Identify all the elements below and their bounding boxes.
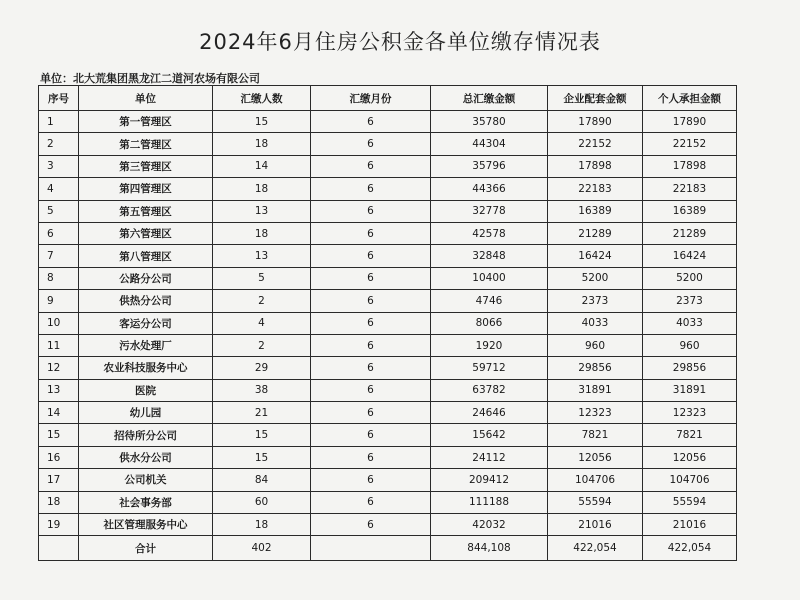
table-row <box>39 491 737 513</box>
row-company: 2373 <box>548 290 643 312</box>
row-count: 13 <box>213 245 311 267</box>
table-row <box>39 402 737 424</box>
total-label: 合计 <box>79 536 213 561</box>
row-count: 18 <box>213 178 311 200</box>
table-row <box>39 514 737 536</box>
row-index: 4 <box>39 178 79 200</box>
row-count: 84 <box>213 469 311 491</box>
row-total: 15642 <box>431 424 548 446</box>
row-index: 1 <box>39 111 79 133</box>
table-row <box>39 267 737 289</box>
row-company: 16424 <box>548 245 643 267</box>
row-personal: 31891 <box>643 379 737 401</box>
row-unit-name: 医院 <box>79 379 213 401</box>
table-row <box>39 379 737 401</box>
row-personal: 2373 <box>643 290 737 312</box>
row-personal: 21289 <box>643 222 737 244</box>
row-count: 13 <box>213 200 311 222</box>
row-personal: 960 <box>643 334 737 356</box>
total-amount: 844,108 <box>431 536 548 561</box>
table-row <box>39 334 737 356</box>
total-count: 402 <box>213 536 311 561</box>
page-title: 2024年6月住房公积金各单位缴存情况表 <box>199 30 601 54</box>
row-total: 209412 <box>431 469 548 491</box>
row-company: 21289 <box>548 222 643 244</box>
row-index: 6 <box>39 222 79 244</box>
row-company: 104706 <box>548 469 643 491</box>
row-total: 42032 <box>431 514 548 536</box>
total-personal: 422,054 <box>643 536 737 561</box>
row-unit-name: 第四管理区 <box>79 178 213 200</box>
row-count: 60 <box>213 491 311 513</box>
row-total: 111188 <box>431 491 548 513</box>
row-month: 6 <box>311 312 431 334</box>
row-index: 9 <box>39 290 79 312</box>
row-company: 7821 <box>548 424 643 446</box>
table-header-row <box>39 86 737 111</box>
column-header-company: 企业配套金额 <box>548 86 643 111</box>
row-index: 2 <box>39 133 79 155</box>
row-unit-name: 供水分公司 <box>79 446 213 468</box>
row-unit-name: 社区管理服务中心 <box>79 514 213 536</box>
table-row <box>39 312 737 334</box>
row-count: 18 <box>213 514 311 536</box>
row-count: 15 <box>213 111 311 133</box>
row-count: 5 <box>213 267 311 289</box>
row-index: 3 <box>39 155 79 177</box>
row-company: 22183 <box>548 178 643 200</box>
row-unit-name: 公路分公司 <box>79 267 213 289</box>
row-total: 24112 <box>431 446 548 468</box>
row-total: 42578 <box>431 222 548 244</box>
row-count: 2 <box>213 290 311 312</box>
row-total: 44304 <box>431 133 548 155</box>
row-personal: 12323 <box>643 402 737 424</box>
row-personal: 29856 <box>643 357 737 379</box>
row-month: 6 <box>311 290 431 312</box>
row-count: 15 <box>213 424 311 446</box>
row-index: 19 <box>39 514 79 536</box>
row-unit-name: 第五管理区 <box>79 200 213 222</box>
row-personal: 12056 <box>643 446 737 468</box>
row-month: 6 <box>311 155 431 177</box>
row-personal: 55594 <box>643 491 737 513</box>
row-month: 6 <box>311 357 431 379</box>
row-month: 6 <box>311 111 431 133</box>
row-index: 8 <box>39 267 79 289</box>
row-total: 4746 <box>431 290 548 312</box>
row-month: 6 <box>311 133 431 155</box>
column-header-index: 序号 <box>39 86 79 111</box>
row-index: 14 <box>39 402 79 424</box>
column-header-personal: 个人承担金额 <box>643 86 737 111</box>
row-index: 17 <box>39 469 79 491</box>
row-month: 6 <box>311 200 431 222</box>
row-company: 22152 <box>548 133 643 155</box>
row-unit-name: 客运分公司 <box>79 312 213 334</box>
table-body <box>39 111 737 536</box>
row-personal: 16389 <box>643 200 737 222</box>
row-index: 11 <box>39 334 79 356</box>
row-company: 960 <box>548 334 643 356</box>
row-total: 32778 <box>431 200 548 222</box>
row-company: 31891 <box>548 379 643 401</box>
row-month: 6 <box>311 379 431 401</box>
row-company: 12323 <box>548 402 643 424</box>
table-row <box>39 357 737 379</box>
row-total: 63782 <box>431 379 548 401</box>
row-total: 35796 <box>431 155 548 177</box>
row-total: 1920 <box>431 334 548 356</box>
table-row <box>39 245 737 267</box>
row-month: 6 <box>311 222 431 244</box>
contribution-table <box>38 85 737 561</box>
row-personal: 22183 <box>643 178 737 200</box>
table-row <box>39 111 737 133</box>
row-unit-name: 农业科技服务中心 <box>79 357 213 379</box>
row-total: 35780 <box>431 111 548 133</box>
unit-line: 单位：北大荒集团黑龙江二道河农场有限公司 <box>40 72 260 85</box>
column-header-count: 汇缴人数 <box>213 86 311 111</box>
row-unit-name: 公司机关 <box>79 469 213 491</box>
row-month: 6 <box>311 514 431 536</box>
row-month: 6 <box>311 469 431 491</box>
row-month: 6 <box>311 334 431 356</box>
row-index: 7 <box>39 245 79 267</box>
row-personal: 4033 <box>643 312 737 334</box>
table-row <box>39 222 737 244</box>
row-personal: 17898 <box>643 155 737 177</box>
row-index: 12 <box>39 357 79 379</box>
table-row <box>39 446 737 468</box>
table-row <box>39 424 737 446</box>
column-header-total: 总汇缴金额 <box>431 86 548 111</box>
row-month: 6 <box>311 424 431 446</box>
row-index: 18 <box>39 491 79 513</box>
row-total: 44366 <box>431 178 548 200</box>
row-company: 17898 <box>548 155 643 177</box>
row-personal: 5200 <box>643 267 737 289</box>
column-header-month: 汇缴月份 <box>311 86 431 111</box>
row-unit-name: 第二管理区 <box>79 133 213 155</box>
row-company: 55594 <box>548 491 643 513</box>
total-company: 422,054 <box>548 536 643 561</box>
row-month: 6 <box>311 267 431 289</box>
row-company: 29856 <box>548 357 643 379</box>
row-unit-name: 污水处理厂 <box>79 334 213 356</box>
row-company: 4033 <box>548 312 643 334</box>
row-company: 21016 <box>548 514 643 536</box>
row-total: 59712 <box>431 357 548 379</box>
row-count: 15 <box>213 446 311 468</box>
row-company: 5200 <box>548 267 643 289</box>
row-unit-name: 供热分公司 <box>79 290 213 312</box>
row-unit-name: 第三管理区 <box>79 155 213 177</box>
row-unit-name: 第一管理区 <box>79 111 213 133</box>
row-index: 5 <box>39 200 79 222</box>
total-month <box>311 536 431 561</box>
row-count: 21 <box>213 402 311 424</box>
row-month: 6 <box>311 245 431 267</box>
table-row <box>39 133 737 155</box>
row-count: 4 <box>213 312 311 334</box>
table-row <box>39 469 737 491</box>
row-month: 6 <box>311 178 431 200</box>
row-count: 18 <box>213 133 311 155</box>
row-personal: 7821 <box>643 424 737 446</box>
row-index: 15 <box>39 424 79 446</box>
row-company: 12056 <box>548 446 643 468</box>
row-personal: 22152 <box>643 133 737 155</box>
row-unit-name: 社会事务部 <box>79 491 213 513</box>
row-personal: 17890 <box>643 111 737 133</box>
row-count: 2 <box>213 334 311 356</box>
table-row <box>39 200 737 222</box>
total-row <box>39 536 737 561</box>
row-month: 6 <box>311 446 431 468</box>
table-row <box>39 178 737 200</box>
row-count: 18 <box>213 222 311 244</box>
row-unit-name: 幼儿园 <box>79 402 213 424</box>
row-count: 29 <box>213 357 311 379</box>
row-unit-name: 招待所分公司 <box>79 424 213 446</box>
row-personal: 21016 <box>643 514 737 536</box>
row-personal: 104706 <box>643 469 737 491</box>
row-count: 14 <box>213 155 311 177</box>
row-month: 6 <box>311 402 431 424</box>
row-unit-name: 第八管理区 <box>79 245 213 267</box>
row-month: 6 <box>311 491 431 513</box>
row-index: 10 <box>39 312 79 334</box>
column-header-unit: 单位 <box>79 86 213 111</box>
row-count: 38 <box>213 379 311 401</box>
row-unit-name: 第六管理区 <box>79 222 213 244</box>
row-total: 32848 <box>431 245 548 267</box>
table-row <box>39 290 737 312</box>
total-index-cell <box>39 536 79 561</box>
row-index: 13 <box>39 379 79 401</box>
row-total: 8066 <box>431 312 548 334</box>
row-personal: 16424 <box>643 245 737 267</box>
row-company: 16389 <box>548 200 643 222</box>
row-total: 24646 <box>431 402 548 424</box>
row-index: 16 <box>39 446 79 468</box>
row-total: 10400 <box>431 267 548 289</box>
row-company: 17890 <box>548 111 643 133</box>
table-row <box>39 155 737 177</box>
